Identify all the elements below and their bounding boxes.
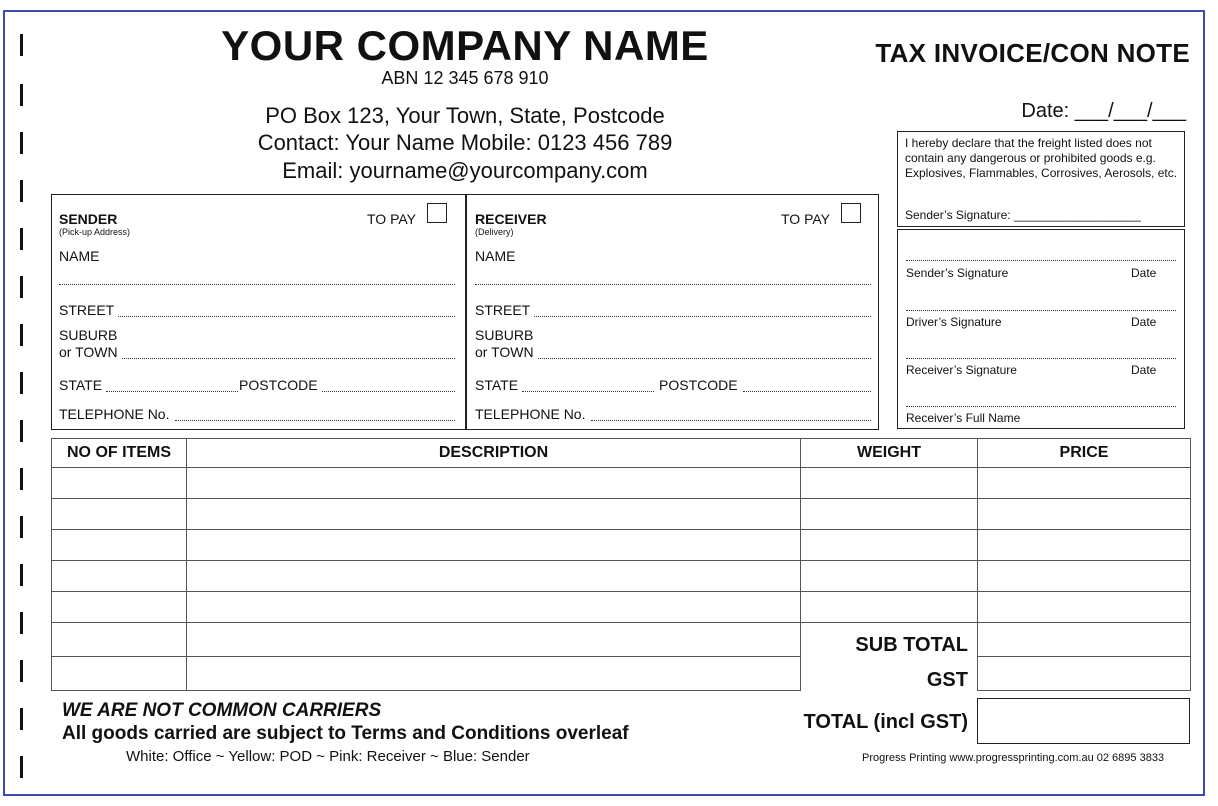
weight-cell[interactable] xyxy=(801,468,978,499)
document-title: TAX INVOICE/CON NOTE xyxy=(875,38,1190,68)
company-email: Email: yourname@yourcompany.com xyxy=(282,158,648,183)
sub-total-label: SUB TOTAL xyxy=(855,634,968,656)
receiver-full-name-label: Receiver’s Full Name xyxy=(906,411,1021,425)
perforation-mark xyxy=(20,180,23,202)
driver-date-label: Date xyxy=(1131,315,1157,329)
receiver-town-label: or TOWN xyxy=(475,344,534,360)
declaration-text: I hereby declare that the freight listed does not contain any dangerous or prohibited goods e.g. Explosives, Flammables, Corrosives, Aerosols, etc. xyxy=(905,136,1178,180)
abn-number: ABN 12 345 678 910 xyxy=(381,68,549,88)
description-cell[interactable] xyxy=(187,530,801,561)
receiver-telephone-field[interactable] xyxy=(591,420,871,421)
receiver-suburb-field[interactable] xyxy=(538,358,871,359)
items-cell[interactable] xyxy=(52,530,187,561)
description-cell[interactable] xyxy=(187,592,801,623)
sender-date-label: Date xyxy=(1131,266,1157,280)
perforation-mark xyxy=(20,372,23,394)
table-row xyxy=(52,592,1191,623)
company-address: PO Box 123, Your Town, State, Postcode xyxy=(265,103,665,128)
sender-to-pay-label: TO PAY xyxy=(367,211,417,227)
declaration-box xyxy=(897,131,1185,227)
description-cell[interactable] xyxy=(187,561,801,592)
weight-cell[interactable] xyxy=(801,499,978,530)
price-cell[interactable] xyxy=(978,592,1191,623)
items-cell[interactable] xyxy=(52,592,187,623)
perforation-mark xyxy=(20,612,23,634)
description-cell[interactable] xyxy=(187,468,801,499)
subtotal-value-cell[interactable] xyxy=(978,623,1191,657)
receiver-to-pay-checkbox[interactable] xyxy=(841,203,861,223)
sender-name-label: NAME xyxy=(59,248,100,264)
perforation-mark xyxy=(20,34,23,56)
receiver-street-label: STREET xyxy=(475,302,531,318)
table-row xyxy=(52,468,1191,499)
receiver-name-label: NAME xyxy=(475,248,516,264)
items-cell[interactable] xyxy=(52,561,187,592)
perforation-mark xyxy=(20,708,23,730)
perforation-mark xyxy=(20,564,23,586)
weight-cell[interactable] xyxy=(801,592,978,623)
receiver-telephone-label: TELEPHONE No. xyxy=(475,406,586,422)
driver-signature-label: Driver’s Signature xyxy=(906,315,1002,329)
receiver-postcode-field[interactable] xyxy=(743,391,871,392)
perforation-mark xyxy=(20,132,23,154)
company-contact: Contact: Your Name Mobile: 0123 456 789 xyxy=(257,130,673,155)
sender-signature-label: Sender’s Signature xyxy=(906,266,1009,280)
receiver-suburb-label: SUBURB xyxy=(475,327,534,343)
sender-town-label: or TOWN xyxy=(59,344,118,360)
sender-subtitle: (Pick-up Address) xyxy=(59,227,131,237)
terms-notice: All goods carried are subject to Terms and Conditions overleaf xyxy=(62,723,629,744)
perforation-mark xyxy=(20,660,23,682)
sender-postcode-field[interactable] xyxy=(322,391,455,392)
sender-name-field[interactable] xyxy=(59,284,455,285)
price-cell[interactable] xyxy=(978,499,1191,530)
receiver-name-field[interactable] xyxy=(475,284,871,285)
column-header-weight: WEIGHT xyxy=(801,439,978,468)
column-header-description: DESCRIPTION xyxy=(187,439,801,468)
not-common-carriers-notice: WE ARE NOT COMMON CARRIERS xyxy=(62,700,382,721)
receiver-state-label: STATE xyxy=(475,377,519,393)
perforation-mark xyxy=(20,468,23,490)
sender-postcode-label: POSTCODE xyxy=(239,377,318,393)
sender-state-field[interactable] xyxy=(106,391,238,392)
column-header-items: NO OF ITEMS xyxy=(52,439,187,468)
table-row xyxy=(52,623,1191,657)
company-name: YOUR COMPANY NAME xyxy=(221,22,709,69)
price-cell[interactable] xyxy=(978,530,1191,561)
items-cell[interactable] xyxy=(52,468,187,499)
description-cell[interactable] xyxy=(187,499,801,530)
perforation-mark xyxy=(20,756,23,778)
price-cell[interactable] xyxy=(978,468,1191,499)
weight-cell[interactable] xyxy=(801,530,978,561)
sender-telephone-label: TELEPHONE No. xyxy=(59,406,170,422)
receiver-state-field[interactable] xyxy=(522,391,654,392)
table-row xyxy=(52,657,1191,691)
receiver-signature-line[interactable] xyxy=(906,358,1176,359)
weight-cell[interactable] xyxy=(801,561,978,592)
sender-street-label: STREET xyxy=(59,302,115,318)
sender-to-pay-checkbox[interactable] xyxy=(427,203,447,223)
receiver-box xyxy=(466,194,879,430)
receiver-subtitle: (Delivery) xyxy=(475,227,514,237)
sender-signature-line[interactable] xyxy=(906,260,1176,261)
declaration-signature[interactable]: Sender’s Signature: ___________________ xyxy=(905,208,1141,222)
column-header-price: PRICE xyxy=(978,439,1191,468)
total-value-cell[interactable] xyxy=(977,698,1190,744)
receiver-signature-label: Receiver’s Signature xyxy=(906,363,1017,377)
description-cell[interactable] xyxy=(187,657,801,691)
items-cell[interactable] xyxy=(52,657,187,691)
sender-suburb-field[interactable] xyxy=(122,358,455,359)
date-field[interactable]: Date: ___/___/___ xyxy=(1021,100,1186,122)
table-row xyxy=(52,499,1191,530)
sender-street-field[interactable] xyxy=(118,316,455,317)
driver-signature-line[interactable] xyxy=(906,310,1176,311)
receiver-street-field[interactable] xyxy=(534,316,871,317)
sender-suburb-label: SUBURB xyxy=(59,327,118,343)
description-cell[interactable] xyxy=(187,623,801,657)
sender-telephone-field[interactable] xyxy=(175,420,455,421)
sender-state-label: STATE xyxy=(59,377,103,393)
receiver-title: RECEIVER xyxy=(475,211,547,227)
gst-value-cell[interactable] xyxy=(978,657,1191,691)
sender-box xyxy=(51,194,466,430)
total-label: TOTAL (incl GST) xyxy=(803,711,968,733)
receiver-date-label: Date xyxy=(1131,363,1157,377)
sender-title: SENDER xyxy=(59,211,118,227)
printer-credit: Progress Printing www.progressprinting.com.au 02 6895 3833 xyxy=(862,752,1165,764)
gst-label: GST xyxy=(926,669,968,691)
perforation-mark xyxy=(20,516,23,538)
signatures-box xyxy=(897,229,1185,429)
price-cell[interactable] xyxy=(978,561,1191,592)
items-cell[interactable] xyxy=(52,623,187,657)
items-header-row xyxy=(52,439,1191,468)
items-cell[interactable] xyxy=(52,499,187,530)
receiver-full-name-line[interactable] xyxy=(906,406,1176,407)
perforation-mark xyxy=(20,420,23,442)
perforation-mark xyxy=(20,228,23,250)
receiver-to-pay-label: TO PAY xyxy=(781,211,831,227)
table-row xyxy=(52,561,1191,592)
perforation-mark xyxy=(20,324,23,346)
receiver-postcode-label: POSTCODE xyxy=(659,377,738,393)
perforation-mark xyxy=(20,84,23,106)
copy-colours-notice: White: Office ~ Yellow: POD ~ Pink: Receiver ~ Blue: Sender xyxy=(126,748,530,765)
table-row xyxy=(52,530,1191,561)
items-table xyxy=(51,438,1191,691)
perforation-mark xyxy=(20,276,23,298)
